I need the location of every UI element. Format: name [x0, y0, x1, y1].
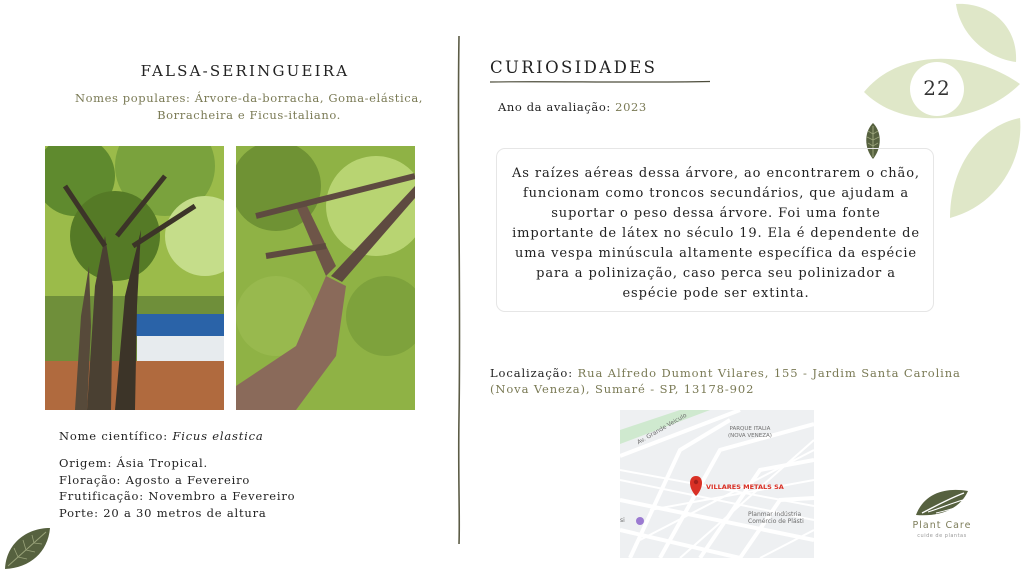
tree-photo-branches: [236, 146, 415, 410]
scientific-name-label: Nome científico:: [59, 429, 168, 443]
location-map[interactable]: [620, 410, 814, 558]
location-value: Rua Alfredo Dumont Vilares, 155 - Jardim Santa Carolina (Nova Veneza), Sumaré - SP, 13178-902: [490, 366, 961, 396]
evaluation-year-value: 2023: [615, 100, 647, 114]
size: Porte: 20 a 30 metros de altura: [59, 505, 267, 520]
curiosities-text: As raízes aéreas dessa árvore, ao encontrarem o chão, funcionam como troncos secundários, que ajudam a suportar o peso dessa árvore. Foi uma fonte importante de látex no século 19. Ela é dependente de uma vespa minúscula altamente específica da espécie para a polinização, caso perca seu polinizador a espécie pode ser extinta.: [512, 166, 920, 301]
scientific-name: [59, 428, 264, 445]
leaf-icon-bottom-left: [2, 526, 52, 572]
map-district-label: PARQUE ITALIA (NOVA VENEZA): [728, 426, 772, 439]
map-pin-label: VILLARES METALS SA: [706, 483, 784, 491]
flowering: Floração: Agosto a Fevereiro: [59, 472, 251, 487]
map-edge-label: si: [620, 517, 625, 524]
scientific-name-value: Ficus elastica: [172, 429, 264, 443]
location: [490, 366, 980, 397]
map-street-label: Av. Grande Veiculo: [636, 411, 689, 447]
location-label: Localização:: [490, 366, 574, 380]
tree-photo-trunk: [45, 146, 224, 410]
fruiting: Frutificação: Novembro a Fevereiro: [59, 489, 296, 503]
vertical-divider: [456, 36, 462, 544]
evaluation-year-label: Ano da avaliação:: [498, 100, 611, 114]
plant-details: [59, 455, 295, 521]
evaluation-year: [498, 100, 647, 114]
origin: Origem: Ásia Tropical.: [59, 456, 208, 470]
plant-name: FALSA-SERINGUEIRA: [140, 62, 350, 80]
map-place-label: Planmar Indústria Comércio de Plásti: [748, 511, 804, 525]
popular-names: [50, 90, 448, 124]
curiosities-title: CURIOSIDADES: [490, 58, 658, 77]
popular-names-label: Nomes populares:: [74, 91, 191, 105]
title-underline: [490, 80, 710, 84]
brand-name: Plant Care: [912, 520, 972, 531]
brand-tagline: cuide de plantas: [917, 533, 967, 539]
popular-names-value: Árvore-da-borracha, Goma-elástica, Borracheira e Ficus-italiano.: [157, 91, 424, 122]
plant-care-logo-icon: [914, 487, 970, 517]
page-number: 22: [923, 76, 951, 100]
